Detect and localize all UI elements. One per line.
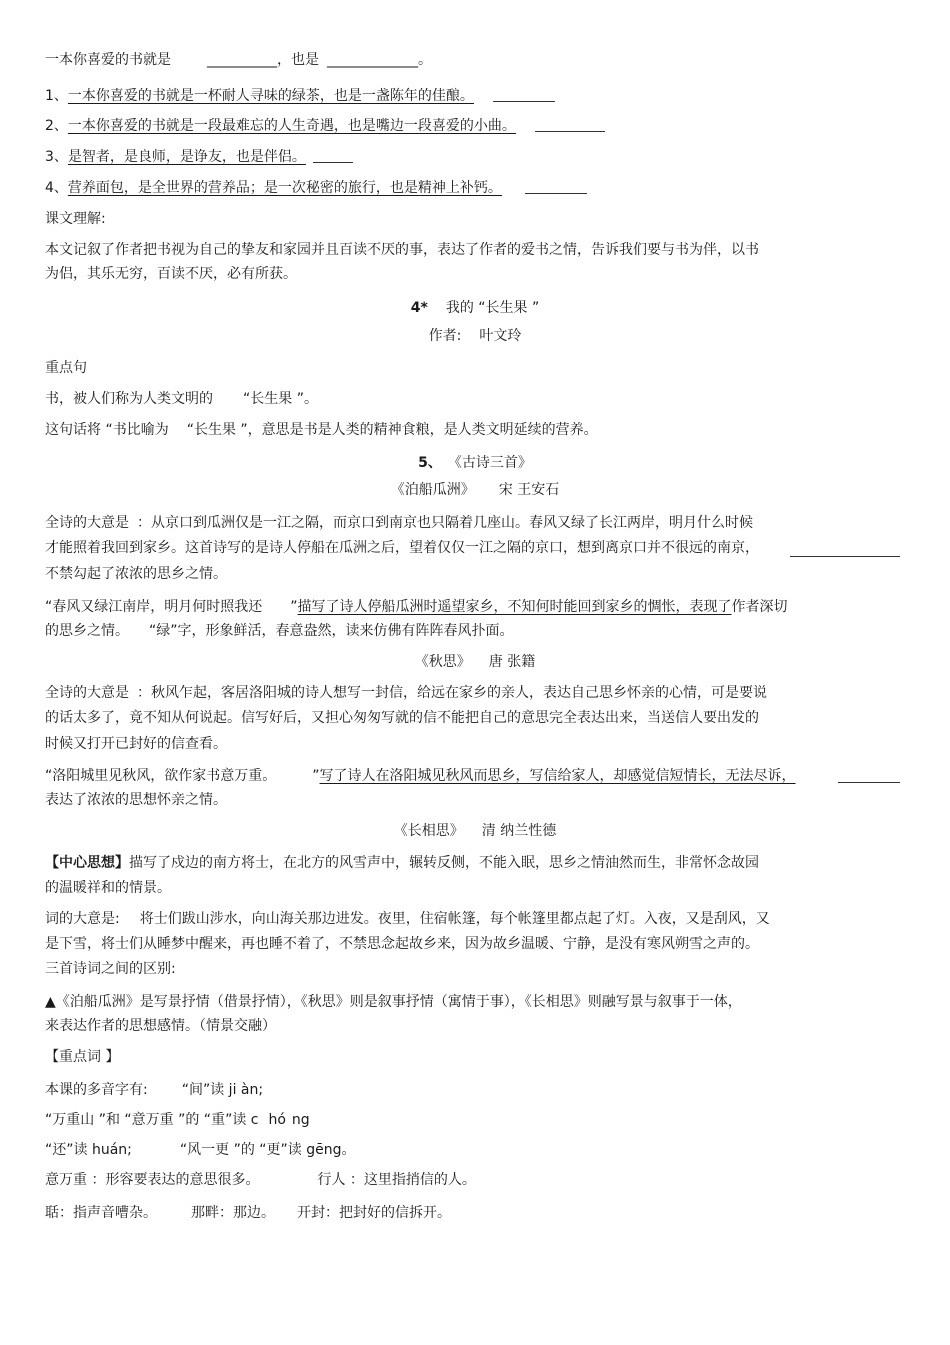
polyphone-jian: “间”读 ji àn; xyxy=(181,1082,264,1098)
definition-line-2 xyxy=(45,1204,451,1222)
author-name: 叶文玲 xyxy=(479,328,522,344)
definition-yiwanchong: 意万重 ：形容要表达的意思很多。 xyxy=(45,1172,260,1188)
lesson-5-number: 5、 xyxy=(418,455,442,471)
center-text: 描写了戍边的南方将士，在北方的风雪声中，辗转反侧，不能入眠，思乡之情油然而生，非常怀念故园 xyxy=(129,855,759,871)
underline-extension xyxy=(790,556,900,557)
polyphone-chong-a: “万重山 ”和 “意万重 ”的 “重”读 c xyxy=(45,1112,259,1128)
answer-number: 3、 xyxy=(45,149,68,165)
underline-extension xyxy=(525,193,587,194)
poem-2-author: 唐 张籍 xyxy=(488,654,536,670)
definition-line-1 xyxy=(45,1171,476,1189)
poem-1-author: 宋 王安石 xyxy=(498,482,560,498)
answer-text: 一本你喜爱的书就是一段最难忘的人生奇遇，也是嘴边一段喜爱的小曲。 xyxy=(67,118,516,134)
fill-in-prompt xyxy=(45,51,432,69)
poem-3-meaning-line-2: 是下雪，将士们从睡梦中醒来，再也睡不着了，不禁思念起故乡来，因为故乡温暖、宁静，是没有寒风朔雪之声的。 xyxy=(45,936,759,952)
poem-2-quote-line-2: 表达了浓浓的思想怀亲之情。 xyxy=(45,792,227,808)
quote-text: “春风又绿江南岸，明月何时照我还 xyxy=(45,599,263,615)
poem-2-quote xyxy=(45,767,796,785)
poem-2-meaning-line-2: 的话太多了，竟不知从何说起。信写好后，又担心匆匆写就的信不能把自己的意思完全表达出来，当送信人要出发的 xyxy=(45,710,759,726)
answer-number: 2、 xyxy=(45,118,68,134)
poem-2-heading xyxy=(0,653,950,671)
lesson-5-title-text: 《古诗三首》 xyxy=(447,455,532,471)
differences-heading: 三首诗词之间的区别: xyxy=(45,961,176,977)
meaning-text: ：从京口到瓜洲仅是一江之隔，而京口到南京也只隔着几座山。春风又绿了长江两岸，明月什么时候 xyxy=(137,515,753,531)
blank-b: _____________ xyxy=(327,52,418,68)
poem-1-title: 《泊船瓜洲》 xyxy=(390,482,475,498)
meaning-text: ：秋风乍起，客居洛阳城的诗人想写一封信，给远在家乡的亲人，表达自己思乡怀亲的心情，可是要说 xyxy=(137,685,767,701)
polyphone-chong-b: hó xyxy=(268,1112,286,1128)
polyphone-line-3 xyxy=(45,1141,356,1159)
definition-napan: 那畔：那边。 xyxy=(191,1205,275,1221)
key-sentence-explanation xyxy=(45,421,598,439)
poem-3-title: 《长相思》 xyxy=(393,823,464,839)
quote-end: ” xyxy=(312,768,320,784)
poem-3-meaning-line-1 xyxy=(45,910,770,928)
understanding-line-1: 本文记叙了作者把书视为自己的挚友和家园并且百读不厌的事，表达了作者的爱书之情，告诉我们要与书为伴，以书 xyxy=(45,242,759,258)
blank-a: __________ xyxy=(207,52,277,68)
differences-line-1: ▲《泊船瓜洲》是写景抒情（借景抒情），《秋思》则是叙事抒情（寓情于事），《长相思》则融写景与叙事于一体， xyxy=(45,994,742,1010)
quote-line-2: 的思乡之情。 xyxy=(45,623,129,639)
lesson-4-number: 4* xyxy=(410,300,428,316)
polyphone-line-2 xyxy=(45,1111,310,1129)
poem-3-center-line-1 xyxy=(45,854,759,872)
definition-xingren: 行人 ：这里指捎信的人。 xyxy=(317,1172,476,1188)
quote-text: “洛阳城里见秋风，欲作家书意万重。 xyxy=(45,768,277,784)
meaning-label: 全诗的大意是 xyxy=(45,685,129,701)
answer-number: 4、 xyxy=(45,180,68,196)
underline-extension xyxy=(313,162,353,163)
poem-2-meaning-line-1 xyxy=(45,684,767,702)
meaning-text: 将士们跋山涉水，向山海关那边进发。夜里，住宿帐篷，每个帐篷里都点起了灯。入夜，又是刮风，又 xyxy=(139,911,770,927)
quote-note: 描写了诗人停船瓜洲时遥望家乡，不知何时能回到家乡的惆怅，表现了 xyxy=(297,599,732,615)
polyphone-chong-c: ng xyxy=(291,1112,310,1128)
understanding-heading: 课文理解: xyxy=(45,211,106,227)
poem-1-heading xyxy=(0,481,950,499)
key-sentence xyxy=(45,390,318,408)
keywords-heading: 【重点词 】 xyxy=(45,1049,120,1065)
polyphone-geng: “风一更 ”的 “更”读 gēng。 xyxy=(179,1142,356,1158)
answer-3 xyxy=(45,148,306,166)
poem-3-author: 清 纳兰性德 xyxy=(481,823,557,839)
key-sentence-heading: 重点句 xyxy=(45,360,87,376)
explanation-b: “长生果 ”，意思是书是人类的精神食粮，是人类文明延续的营养。 xyxy=(186,422,598,438)
underline-extension xyxy=(493,101,555,102)
answer-text: 是智者，是良师，是诤友，也是伴侣。 xyxy=(67,149,306,165)
lu-note: “绿”字，形象鲜活，春意盎然，读来仿佛有阵阵春风扑面。 xyxy=(149,623,514,639)
lesson-4-title xyxy=(0,299,950,317)
author-label: 作者: xyxy=(428,328,462,344)
answer-2 xyxy=(45,117,516,135)
lesson-4-author xyxy=(0,327,950,345)
underline-extension xyxy=(535,131,605,132)
polyphone-line-1 xyxy=(45,1081,263,1099)
lesson-5-title xyxy=(0,454,950,472)
lesson-4-title-text: 我的 “长生果 ” xyxy=(445,300,540,316)
meaning-label: 词的大意是: xyxy=(45,911,120,927)
quote-note: 写了诗人在洛阳城见秋风而思乡，写信给家人，却感觉信短情长，无法尽诉， xyxy=(319,768,796,784)
key-sentence-b: “长生果 ”。 xyxy=(243,391,318,407)
poem-1-quote-line-2 xyxy=(45,622,514,640)
answer-4 xyxy=(45,179,502,197)
poem-1-meaning-line-1 xyxy=(45,514,753,532)
prompt-text-a: 一本你喜爱的书就是 xyxy=(45,52,171,68)
answer-text: 一本你喜爱的书就是一杯耐人寻味的绿茶，也是一盏陈年的佳酿。 xyxy=(67,88,474,104)
quote-end: ” xyxy=(290,599,298,615)
meaning-label: 全诗的大意是 xyxy=(45,515,129,531)
poem-1-meaning-line-2: 才能照着我回到家乡。这首诗写的是诗人停船在瓜洲之后，望着仅仅一江之隔的京口，想到离京口并不很远的南京， xyxy=(45,540,759,556)
understanding-line-2: 为侣，其乐无穷，百读不厌，必有所获。 xyxy=(45,266,297,282)
key-sentence-a: 书，被人们称为人类文明的 xyxy=(45,391,213,407)
answer-text: 营养面包，是全世界的营养品；是一次秘密的旅行，也是精神上补钙。 xyxy=(67,180,502,196)
polyphone-label: 本课的多音字有: xyxy=(45,1082,148,1098)
poem-3-heading xyxy=(0,822,950,840)
poem-3-center-line-2: 的温暖祥和的情景。 xyxy=(45,880,171,896)
poem-1-quote xyxy=(45,598,788,616)
center-label: 【中心思想】 xyxy=(45,855,129,871)
answer-1 xyxy=(45,87,474,105)
explanation-a: 这句话将 “书比喻为 xyxy=(45,422,169,438)
definition-kaifeng: 开封：把封好的信拆开。 xyxy=(297,1205,451,1221)
poem-2-meaning-line-3: 时候又打开已封好的信查看。 xyxy=(45,736,227,752)
differences-line-2: 来表达作者的思想感情。（情景交融） xyxy=(45,1018,276,1034)
underline-extension xyxy=(838,782,900,783)
polyphone-huan: “还”读 huán; xyxy=(45,1142,132,1158)
definition-gua: 聒：指声音嘈杂。 xyxy=(45,1205,157,1221)
prompt-text-b: ，也是 xyxy=(277,52,319,68)
quote-note-tail: 作者深切 xyxy=(731,599,788,615)
poem-2-title: 《秋思》 xyxy=(414,654,471,670)
poem-1-meaning-line-3: 不禁勾起了浓浓的思乡之情。 xyxy=(45,566,227,582)
answer-number: 1、 xyxy=(45,88,68,104)
prompt-end: 。 xyxy=(418,52,432,68)
